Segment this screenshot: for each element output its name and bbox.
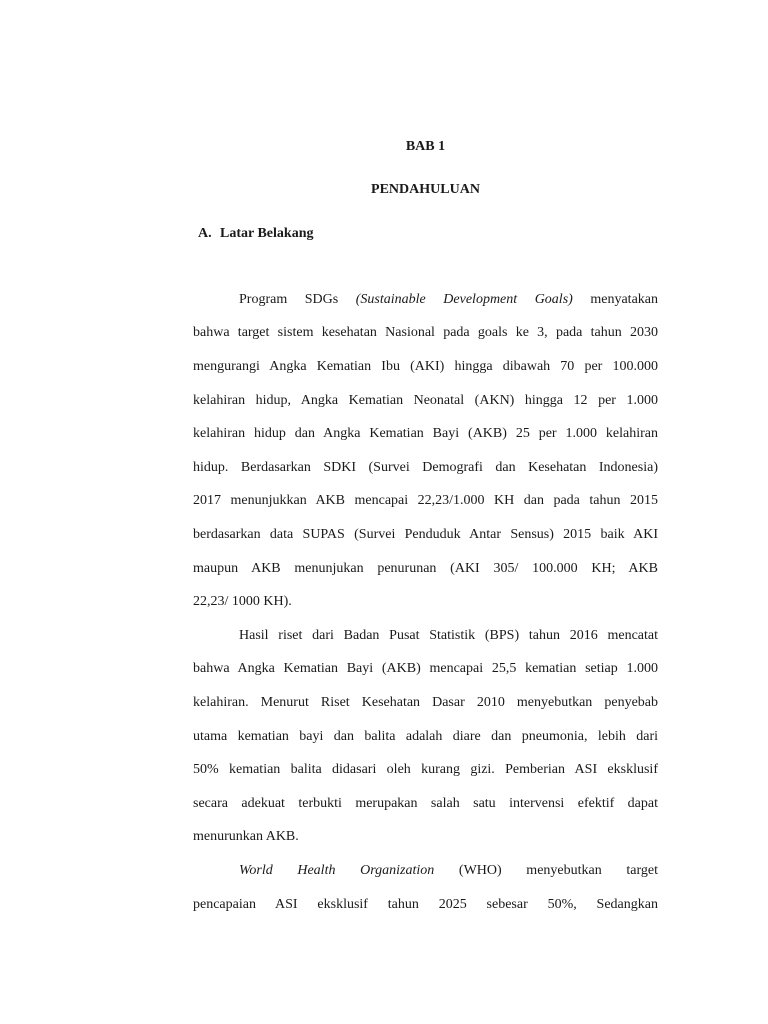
paragraph-3-line: [239, 862, 658, 880]
paragraph-1-line: 22,23/ 1000 KH).: [193, 594, 292, 609]
paragraph-2-line: kelahiran. Menurut Riset Kesehatan Dasar 2010 menyebutkan penyebab: [193, 695, 658, 710]
paragraph-1-line: 2017 menunjukkan AKB mencapai 22,23/1.000 KH dan pada tahun 2015: [193, 493, 658, 508]
paragraph-1-line: kelahiran hidup, Angka Kematian Neonatal (AKN) hingga 12 per 1.000: [193, 393, 658, 408]
section-title: Latar Belakang: [220, 226, 314, 241]
text-segment: menyatakan: [572, 292, 658, 307]
paragraph-2-line: 50% kematian balita didasari oleh kurang gizi. Pemberian ASI eksklusif: [193, 762, 658, 777]
paragraph-1-line: [239, 291, 658, 309]
text-segment: Program SDGs: [239, 292, 356, 307]
paragraph-2-line: Hasil riset dari Badan Pusat Statistik (BPS) tahun 2016 mencatat: [239, 628, 658, 643]
paragraph-2-line: menurunkan AKB.: [193, 829, 299, 844]
paragraph-1-line: bahwa target sistem kesehatan Nasional pada goals ke 3, pada tahun 2030: [193, 325, 658, 340]
chapter-number: BAB 1: [405, 139, 446, 154]
section-marker: A.: [198, 226, 212, 241]
italic-term: (Sustainable Development Goals): [355, 292, 573, 307]
paragraph-2-line: bahwa Angka Kematian Bayi (AKB) mencapai 25,5 kematian setiap 1.000: [193, 661, 658, 676]
section-heading: [198, 225, 313, 243]
paragraph-1-line: berdasarkan data SUPAS (Survei Penduduk Antar Sensus) 2015 baik AKI: [193, 527, 658, 542]
paragraph-1-line: hidup. Berdasarkan SDKI (Survei Demografi dan Kesehatan Indonesia): [193, 460, 658, 475]
paragraph-1-line: mengurangi Angka Kematian Ibu (AKI) hingga dibawah 70 per 100.000: [193, 359, 658, 374]
paragraph-3-line: pencapaian ASI eksklusif tahun 2025 sebesar 50%, Sedangkan: [193, 897, 658, 912]
text-segment: (WHO) menyebutkan target: [434, 863, 658, 878]
paragraph-1-line: maupun AKB menunjukan penurunan (AKI 305/ 100.000 KH; AKB: [193, 561, 658, 576]
italic-term: World Health Organization: [239, 863, 435, 878]
paragraph-1-line: kelahiran hidup dan Angka Kematian Bayi (AKB) 25 per 1.000 kelahiran: [193, 426, 658, 441]
paragraph-2-line: utama kematian bayi dan balita adalah diare dan pneumonia, lebih dari: [193, 729, 658, 744]
chapter-title: PENDAHULUAN: [371, 182, 480, 197]
paragraph-2-line: secara adekuat terbukti merupakan salah satu intervensi efektif dapat: [193, 796, 658, 811]
